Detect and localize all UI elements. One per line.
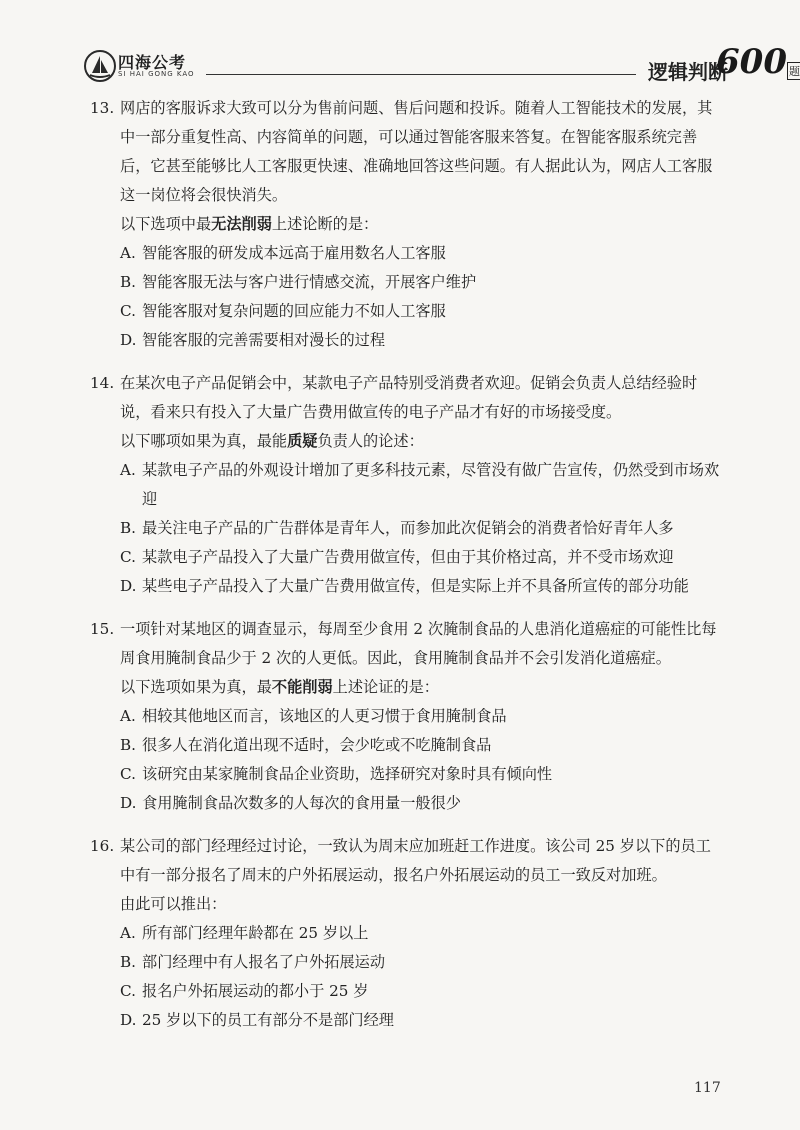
option-d: D. 智能客服的完善需要相对漫长的过程 xyxy=(120,331,385,349)
question-number: 14. xyxy=(90,374,115,392)
option-c: C. 该研究由某家腌制食品企业资助，选择研究对象时具有倾向性 xyxy=(120,765,553,783)
logo-text-en: SI HAI GONG KAO xyxy=(118,70,195,78)
book-title: 逻辑判断 xyxy=(648,60,728,84)
logo-text-cn: 四海公考 xyxy=(118,53,187,72)
option-a: A. 某款电子产品的外观设计增加了更多科技元素，尽管没有做广告宣传，仍然受到市场欢迎 xyxy=(120,461,720,508)
question-list xyxy=(90,94,720,1049)
question-prompt: 以下选项如果为真，最不能削弱上述论证的是： xyxy=(120,678,439,696)
question-number: 13. xyxy=(90,99,115,117)
option-b: B. 最关注电子产品的广告群体是青年人，而参加此次促销会的消费者恰好青年人多 xyxy=(120,519,674,537)
publisher-logo xyxy=(78,42,198,92)
book-unit: 题 xyxy=(787,62,800,80)
page-header xyxy=(78,42,800,92)
question-stem: 在某次电子产品促销会中，某款电子产品特别受消费者欢迎。促销会负责人总结经验时说，看来只有投入了大量广告费用做宣传的电子产品才有好的市场接受度。 xyxy=(120,374,698,421)
question-prompt: 由此可以推出： xyxy=(120,895,227,913)
question-stem: 某公司的部门经理经过讨论，一致认为周末应加班赶工作进度。该公司 25 岁以下的员工中有一部分报名了周末的户外拓展运动，报名户外拓展运动的员工一致反对加班。 xyxy=(120,837,711,884)
header-rule xyxy=(206,74,636,75)
question-stem: 一项针对某地区的调查显示，每周至少食用 2 次腌制食品的人患消化道癌症的可能性比每周食用腌制食品少于 2 次的人更低。因此，食用腌制食品并不会引发消化道癌症。 xyxy=(120,620,717,667)
prompt-emphasis: 无法削弱 xyxy=(211,215,272,233)
question-14 xyxy=(90,369,720,601)
option-c: C. 某款电子产品投入了大量广告费用做宣传，但由于其价格过高，并不受市场欢迎 xyxy=(120,548,674,566)
option-d: D. 25 岁以下的员工有部分不是部门经理 xyxy=(120,1011,394,1029)
option-d: D. 某些电子产品投入了大量广告费用做宣传，但是实际上并不具备所宣传的部分功能 xyxy=(120,577,689,595)
question-prompt: 以下哪项如果为真，最能质疑负责人的论述： xyxy=(120,432,424,450)
option-b: B. 智能客服无法与客户进行情感交流，开展客户维护 xyxy=(120,273,477,291)
option-c: C. 智能客服对复杂问题的回应能力不如人工客服 xyxy=(120,302,446,320)
sail-logo-icon xyxy=(84,50,116,82)
option-a: A. 智能客服的研发成本远高于雇用数名人工客服 xyxy=(120,244,446,262)
option-a: A. 所有部门经理年龄都在 25 岁以上 xyxy=(120,924,369,942)
question-number: 15. xyxy=(90,620,115,638)
question-16 xyxy=(90,832,720,1035)
book-number: 600 xyxy=(716,42,787,82)
option-b: B. 很多人在消化道出现不适时，会少吃或不吃腌制食品 xyxy=(120,736,492,754)
question-number: 16. xyxy=(90,837,115,855)
question-13 xyxy=(90,94,720,355)
question-prompt: 以下选项中最无法削弱上述论断的是： xyxy=(120,215,379,233)
question-15 xyxy=(90,615,720,818)
option-b: B. 部门经理中有人报名了户外拓展运动 xyxy=(120,953,385,971)
question-stem: 网店的客服诉求大致可以分为售前问题、售后问题和投诉。随着人工智能技术的发展，其中一部分重复性高、内容简单的问题，可以通过智能客服来答复。在智能客服系统完善后，它甚至能够比人工客服更快速、准确地回答这些问题。有人据此认为，网店人工客服这一岗位将会很快消失。 xyxy=(120,99,713,204)
option-d: D. 食用腌制食品次数多的人每次的食用量一般很少 xyxy=(120,794,461,812)
page-number: 117 xyxy=(694,1080,721,1096)
option-c: C. 报名户外拓展运动的都小于 25 岁 xyxy=(120,982,369,1000)
prompt-emphasis: 不能削弱 xyxy=(271,678,333,696)
option-a: A. 相较其他地区而言，该地区的人更习惯于食用腌制食品 xyxy=(120,707,507,725)
prompt-emphasis: 质疑 xyxy=(287,432,318,450)
